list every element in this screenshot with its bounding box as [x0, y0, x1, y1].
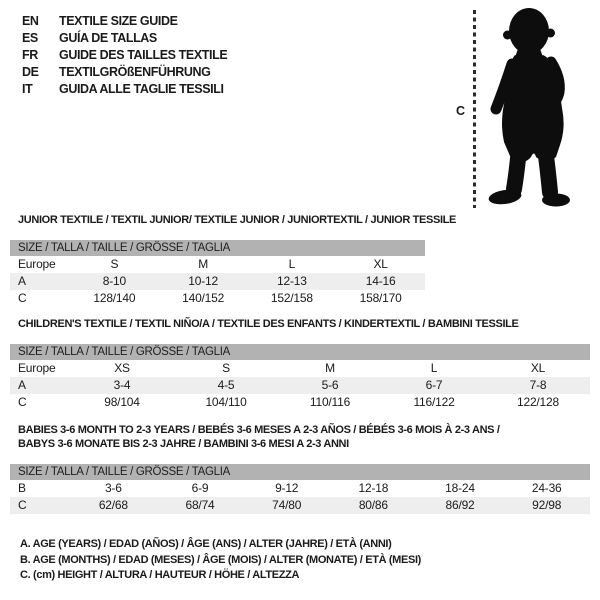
size-value-cell: 6-9	[191, 481, 209, 495]
row-label: C	[18, 498, 27, 512]
size-value-cell: XL	[373, 257, 388, 271]
size-value-cell: L	[288, 257, 296, 271]
size-value-cell: 110/116	[309, 395, 351, 409]
table-row-b	[10, 480, 590, 497]
size-value-cell: 3-6	[104, 481, 122, 495]
size-value-cell: 4-5	[217, 378, 235, 392]
babies-size-table	[10, 464, 590, 514]
size-value-cell: M	[198, 257, 209, 271]
baby-silhouette	[479, 6, 585, 210]
row-label: C	[18, 291, 27, 305]
size-value-cell: 7-8	[529, 378, 547, 392]
table-row-europe	[10, 360, 590, 377]
language-row	[22, 81, 227, 98]
row-label: Europe	[18, 361, 56, 375]
table-row-europe	[10, 256, 425, 273]
language-code: FR	[22, 48, 38, 62]
junior-size-table	[10, 240, 425, 307]
language-title: TEXTILE SIZE GUIDE	[59, 14, 178, 28]
children-size-table	[10, 344, 590, 411]
row-label: C	[18, 395, 27, 409]
size-value-cell: 12-18	[358, 481, 389, 495]
language-code: IT	[22, 82, 33, 96]
junior-textile-section	[10, 213, 457, 307]
table-header-size-talla: SIZE / TALLA / TAILLE / GRÖSSE / TAGLIA	[10, 464, 590, 480]
table-header-size-talla: SIZE / TALLA / TAILLE / GRÖSSE / TAGLIA	[10, 240, 425, 256]
section-title: BABIES 3-6 MONTH TO 2-3 YEARS / BEBÉS 3-6 MESES A 2-3 AÑOS / BÉBÉS 3-6 MOIS À 2-3 ANS /	[18, 424, 500, 436]
table-row-c	[10, 394, 590, 411]
size-value-cell: 8-10	[102, 274, 126, 288]
table-row-a	[10, 377, 590, 394]
size-value-cell: L	[430, 361, 438, 375]
language-row	[22, 47, 227, 64]
size-value-cell: M	[325, 361, 335, 375]
size-value-cell: 14-16	[365, 274, 396, 288]
footnote-height: C. (cm) HEIGHT / ALTURA / HAUTEUR / HÖHE / ALTEZZA	[20, 569, 300, 581]
size-value-cell: 122/128	[517, 395, 559, 409]
language-title: GUÍA DE TALLAS	[59, 31, 157, 45]
language-title: GUIDE DES TAILLES TEXTILE	[59, 48, 228, 62]
size-value-cell: 152/158	[270, 291, 313, 305]
size-value-cell: 86/92	[445, 498, 475, 512]
language-row	[22, 13, 227, 30]
section-title-line2: BABYS 3-6 MONATE BIS 2-3 JAHRE / BAMBINI 3-6 MESI A 2-3 ANNI	[18, 438, 349, 450]
row-label: B	[18, 481, 26, 495]
size-value-cell: 24-36	[531, 481, 562, 495]
children-textile-section	[10, 317, 590, 411]
language-title-list	[22, 13, 227, 98]
language-code: ES	[22, 31, 38, 45]
row-label: A	[18, 378, 26, 392]
table-row-c	[10, 497, 590, 514]
language-title: TEXTILGRÖßENFÜHRUNG	[59, 65, 211, 79]
size-value-cell: 98/104	[104, 395, 140, 409]
language-code: DE	[22, 65, 39, 79]
size-value-cell: 5-6	[321, 378, 339, 392]
table-row-c	[10, 290, 425, 307]
footnote-age-months: B. AGE (MONTHS) / EDAD (MESES) / ÂGE (MOIS) / ALTER (MONATE) / ETÀ (MESI)	[20, 553, 421, 566]
language-title: GUIDA ALLE TAGLIE TESSILI	[59, 82, 224, 96]
size-value-cell: 128/140	[93, 291, 136, 305]
section-title: JUNIOR TEXTILE / TEXTIL JUNIOR/ TEXTILE JUNIOR / JUNIORTEXTIL / JUNIOR TESSILE	[18, 214, 457, 226]
size-value-cell: 104/110	[205, 395, 247, 409]
size-value-cell: S	[222, 361, 230, 375]
size-value-cell: 68/74	[185, 498, 215, 512]
footnote-age-years: A. AGE (YEARS) / EDAD (AÑOS) / ÂGE (ANS) / ALTER (JAHRE) / ETÀ (ANNI)	[20, 538, 392, 550]
size-value-cell: 92/98	[532, 498, 562, 512]
table-header-size-talla: SIZE / TALLA / TAILLE / GRÖSSE / TAGLIA	[10, 344, 590, 360]
size-value-cell: 140/152	[182, 291, 225, 305]
size-value-cell: 74/80	[272, 498, 302, 512]
size-value-cell: 10-12	[188, 274, 218, 288]
height-measure-label: C	[456, 104, 466, 118]
size-value-cell: 80/86	[358, 498, 388, 512]
size-value-cell: 116/122	[413, 395, 455, 409]
row-label: Europe	[18, 257, 56, 271]
language-row	[22, 30, 227, 47]
babies-textile-section	[10, 423, 590, 514]
size-value-cell: XL	[530, 361, 546, 375]
size-value-cell: XS	[114, 361, 130, 375]
height-measure-dashed-line	[473, 10, 476, 208]
language-row	[22, 64, 227, 81]
table-row-a	[10, 273, 425, 290]
size-value-cell: 9-12	[275, 481, 299, 495]
size-value-cell: 18-24	[445, 481, 475, 495]
row-label: A	[18, 274, 26, 288]
section-title: CHILDREN'S TEXTILE / TEXTIL NIÑO/A / TEXTILE DES ENFANTS / KINDERTEXTIL / BAMBINI TESSILE	[18, 318, 519, 330]
size-value-cell: 3-4	[113, 378, 131, 392]
size-value-cell: 6-7	[425, 378, 443, 392]
size-value-cell: 62/68	[98, 498, 128, 512]
legend-footnotes	[20, 537, 421, 584]
size-value-cell: 158/170	[359, 291, 402, 305]
size-value-cell: S	[110, 257, 119, 271]
size-value-cell: 12-13	[277, 274, 307, 288]
language-code: EN	[22, 14, 39, 28]
